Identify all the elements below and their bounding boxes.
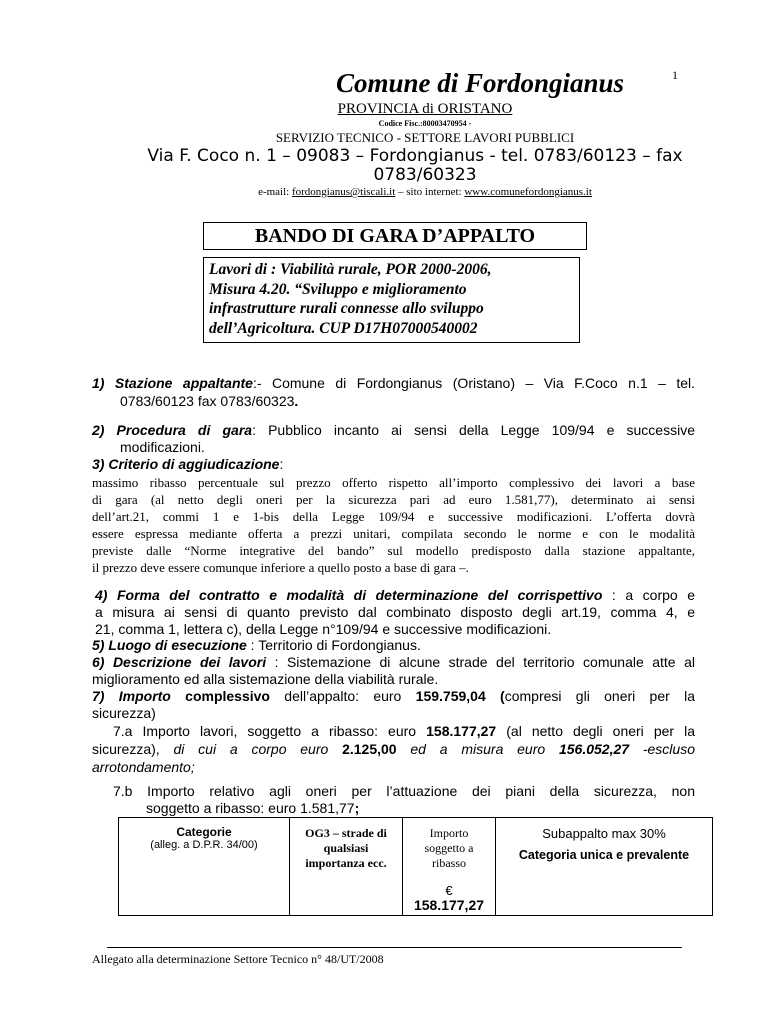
section-7-label: 7) Importo (92, 688, 171, 704)
section-4-line-1 (95, 587, 695, 603)
email-label: e-mail: (258, 186, 290, 198)
table-cell-subcontract (496, 818, 713, 916)
section-3-line-4: essere espressa mediante offerta a prezzi unitari, compilata secondo le norme e con le modalità (92, 526, 695, 541)
site-label: – sito internet: (398, 186, 462, 198)
service-line: SERVIZIO TECNICO - SETTORE LAVORI PUBBLICI (275, 130, 575, 145)
footer-text: Allegato alla determinazione Settore Tecnico n° 48/UT/2008 (92, 952, 384, 966)
og3-line-1: OG3 – strade di (305, 826, 387, 840)
section-2-text: : Pubblico incanto ai sensi della Legge 109/94 e successive (252, 422, 695, 438)
table-row (119, 818, 713, 916)
contact-line (150, 186, 700, 198)
section-1-text: :- Comune di Fordongianus (Oristano) – Via F.Coco n.1 – tel. (252, 375, 696, 391)
section-7a-misura: ed a misura euro (396, 741, 559, 757)
amount-currency: € (445, 883, 453, 898)
section-7a-line-2 (92, 741, 695, 757)
section-4-label: 4) Forma del contratto e modalità di determinazione del corrispettivo (95, 587, 603, 603)
section-5-label: 5) Luogo di esecuzione (92, 637, 247, 653)
footer-rule (107, 947, 682, 948)
section-3-colon: : (279, 456, 284, 472)
categories-subtitle: (alleg. a D.P.R. 34/00) (150, 839, 258, 851)
page-number: 1 (672, 68, 678, 82)
amount-line-2: soggetto a (424, 841, 474, 855)
section-7a-corpo: di cui a corpo euro (173, 741, 343, 757)
og3-line-2: qualsiasi (323, 841, 369, 855)
section-5-text: : Territorio di Fordongianus. (246, 637, 421, 653)
province-line (250, 101, 600, 118)
section-7a-line-3: arrotondamento; (92, 759, 195, 775)
section-3-paragraph (92, 474, 695, 576)
section-7-line-2: sicurezza) (92, 705, 156, 721)
section-7b-text: soggetto a ribasso: euro 1.581,77 (146, 800, 355, 816)
amount-line-3: ribasso (432, 856, 466, 870)
section-1-label: 1) Stazione appaltante (92, 375, 253, 391)
section-7a-line-1 (113, 723, 695, 739)
section-6-line-2: miglioramento ed alla sistemazione della viabilità rurale. (92, 671, 439, 687)
section-3-label: 3) Criterio di aggiudicazione (92, 456, 280, 472)
province-text: PROVINCIA di ORISTANO (337, 101, 513, 117)
section-3-heading (92, 456, 283, 472)
section-7-line-1 (92, 688, 695, 704)
section-3-line-1: massimo ribasso percentuale sul prezzo offerto rispetto all’importo complessivo dei lavori a base (92, 475, 695, 490)
section-7-mid: dell’appalto: euro (269, 688, 416, 704)
og3-line-3: importanza ecc. (305, 856, 387, 870)
section-7a-misura-amount: 156.052,27 (558, 741, 630, 757)
section-7a-security: sicurezza), (92, 741, 174, 757)
section-3-line-6: il prezzo deve essere comunque inferiore a quello posto a base di gara –. (92, 560, 469, 575)
category-prevalent: Categoria unica e prevalente (518, 848, 690, 862)
section-7-amount: 159.759,04 ( (415, 688, 505, 704)
section-7b-line-2 (146, 800, 359, 816)
website-link[interactable]: www.comunefordongianus.it (464, 186, 592, 198)
works-description-box (203, 257, 580, 343)
section-2-label: 2) Procedura di gara (92, 422, 253, 438)
works-line-4: dell’Agricoltura. CUP D17H07000540002 (209, 319, 478, 337)
category-table (118, 817, 713, 916)
section-3-line-5: previste dalle “Norme integrative del bando” sul modello predisposto dalla stazione appaltante, (92, 543, 695, 558)
section-7a-escluso: -escluso (629, 741, 695, 757)
fiscal-code: Codice Fisc.:80003470954 - (378, 119, 472, 128)
amount-line-1: Importo (429, 826, 469, 840)
section-7b-end: ; (354, 800, 360, 816)
bando-title-box (203, 222, 587, 250)
table-cell-amount (403, 818, 496, 916)
section-7a-corpo-amount: 2.125,00 (342, 741, 397, 757)
section-7a-amount: 158.177,27 (426, 723, 497, 739)
section-2-line-2: modificazioni. (120, 439, 205, 455)
address-line-1: Via F. Coco n. 1 – 09083 – Fordongianus - tel. 0783/60123 – fax (147, 146, 683, 166)
categories-title: Categorie (176, 825, 232, 839)
subcontract-max: Subappalto max 30% (542, 826, 666, 841)
section-3-line-3: dell’art.21, commi 1 e 1-bis della Legge 109/94 e successive modificazioni. L’offerta dovrà (92, 509, 695, 524)
amount-value: 158.177,27 (413, 897, 485, 913)
section-5 (92, 637, 421, 653)
section-7a-start: 7.a Importo lavori, soggetto a ribasso: euro (113, 723, 427, 739)
section-7-bold: complessivo (170, 688, 270, 704)
section-4-text: : a corpo e (602, 587, 696, 603)
table-cell-og3 (290, 818, 403, 916)
section-7b-line-1: 7.b Importo relativo agli oneri per l’attuazione dei piani della sicurezza, non (113, 783, 695, 799)
section-3-line-2: di gara (al netto degli oneri per la sicurezza pari ad euro 1.581,77), determinato ai sensi (92, 492, 695, 507)
municipality-title: Comune di Fordongianus (335, 68, 625, 98)
section-6-label: 6) Descrizione dei lavori (92, 654, 267, 670)
works-line-3: infrastrutture rurali connesse allo sviluppo (209, 300, 484, 317)
section-6-text: : Sistemazione di alcune strade del territorio comunale atte al (266, 654, 695, 670)
section-4-line-3: 21, comma 1, lettera c), della Legge n°109/94 e successive modificazioni. (95, 621, 552, 637)
works-line-2: Misura 4.20. “Sviluppo e miglioramento (209, 280, 467, 298)
section-7a-tail: (al netto degli oneri per la (496, 723, 696, 739)
section-1-end: . (294, 393, 299, 409)
section-1-line-1 (92, 375, 695, 391)
works-line-1: Lavori di : Viabilità rurale, POR 2000-2006, (209, 261, 492, 278)
table-cell-categories (119, 818, 290, 916)
section-1-fax: 0783/60123 fax 0783/60323 (120, 393, 295, 409)
section-7-tail: compresi gli oneri per la (504, 688, 695, 704)
section-2-line-1 (92, 422, 695, 438)
section-4-line-2: a misura ai sensi di quanto previsto dal combinato disposto degli art.19, comma 4, e (95, 604, 695, 620)
email-link[interactable]: fordongianus@tiscali.it (291, 186, 396, 198)
bando-title: BANDO DI GARA D’APPALTO (254, 225, 536, 247)
address-line-2: 0783/60323 (373, 165, 477, 185)
section-1-line-2 (120, 393, 298, 409)
section-6-line-1 (92, 654, 695, 670)
